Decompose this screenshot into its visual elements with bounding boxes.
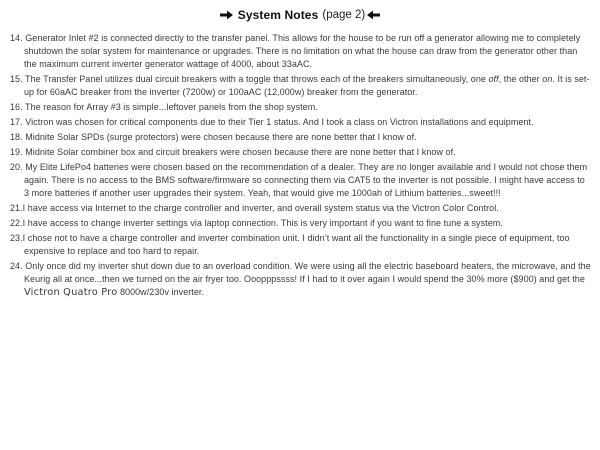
note-text: . It is set-up for 60aAC breaker from the inverter (7200w) or 100aAC (12,000w) breaker from the generator. [24,74,590,97]
note-number: 14. [10,33,23,43]
note-number: 18. [10,132,23,142]
note-text: off [488,74,499,84]
title-page-label: (page 2) [322,9,366,21]
note-text: Midnite Solar SPDs (surge protectors) were chosen because there are none better that I know of. [22,132,417,142]
note-text: Victron Quatro Pro [24,287,118,298]
note-text: on [542,74,553,84]
note-number: 20. [10,162,23,172]
notes-list [10,32,592,299]
note-number: 23. [10,233,23,243]
note-text: , the other [498,74,543,84]
note-text: Only once did my inverter shut down due to an overload condition. We were using all the electric baseboard heaters, the microwave, and the Keurig all at once...then we turned on the air fryer too. Ooopppssss! If I had to it over again I would spend the 30% more ($900) and get the [22,261,591,284]
title-text: System Notes [237,8,319,22]
note-number: 15. [10,74,23,84]
note-number: 24. [10,261,23,271]
note-item [10,146,592,159]
note-text: I have access via Internet to the charge controller and inverter, and overall system status via the Victron Color Control. [22,203,499,213]
note-item [10,260,592,299]
right-arrow-icon [220,10,233,20]
note-number: 22. [10,218,23,228]
note-text: The Transfer Panel utilizes dual circuit breakers with a toggle that throws each of the breakers simultaneously, one [22,74,489,84]
note-item [10,101,592,114]
note-number: 17. [10,117,23,127]
note-text: The reason for Array #3 is simple...leftover panels from the shop system. [22,102,318,112]
note-text: My Elite LifePo4 batteries were chosen based on the recommendation of a dealer. They are no longer available and I would not chose them again. There is no access to the BMS software/firmware so connecting them via CAT5 to the inverter is not possible. I might have access to 3 more batteries if another user upgrades their system. Yeah, that would give me 1000ah of Lithium batteries...sweet!!! [22,162,588,198]
note-text: Victron was chosen for critical components due to their Tier 1 status. And I took a class on Victron installations and equipment. [22,117,534,127]
note-item [10,32,592,71]
note-item [10,131,592,144]
note-item [10,116,592,129]
note-text: I have access to change inverter settings via laptop connection. This is very important if you want to fine tune a system. [22,218,503,228]
note-text: I chose not to have a charge controller and inverter combination unit. I didn’t want all the functionality in a single piece of equipment, too expensive to replace and too hard to repair. [22,233,570,256]
note-item [10,202,592,215]
page-title [10,7,590,23]
note-number: 19. [10,147,23,157]
left-arrow-icon [367,10,380,20]
note-text: Generator Inlet #2 is connected directly to the transfer panel. This allows for the house to be run off a generator allowing me to completely shutdown the solar system for maintenance or upgrades. There is no limitation on what the house can draw from the generator other than the maximum current inverter generator wattage of 4000, about 33aAC. [22,33,581,69]
note-number: 16. [10,102,23,112]
note-item [10,232,592,258]
note-text: 8000w/230v inverter. [117,287,205,297]
note-item [10,217,592,230]
note-number: 21. [10,203,23,213]
note-item [10,73,592,99]
note-item [10,161,592,200]
note-text: Midnite Solar combiner box and circuit breakers were chosen because there are none better that I know of. [22,147,456,157]
